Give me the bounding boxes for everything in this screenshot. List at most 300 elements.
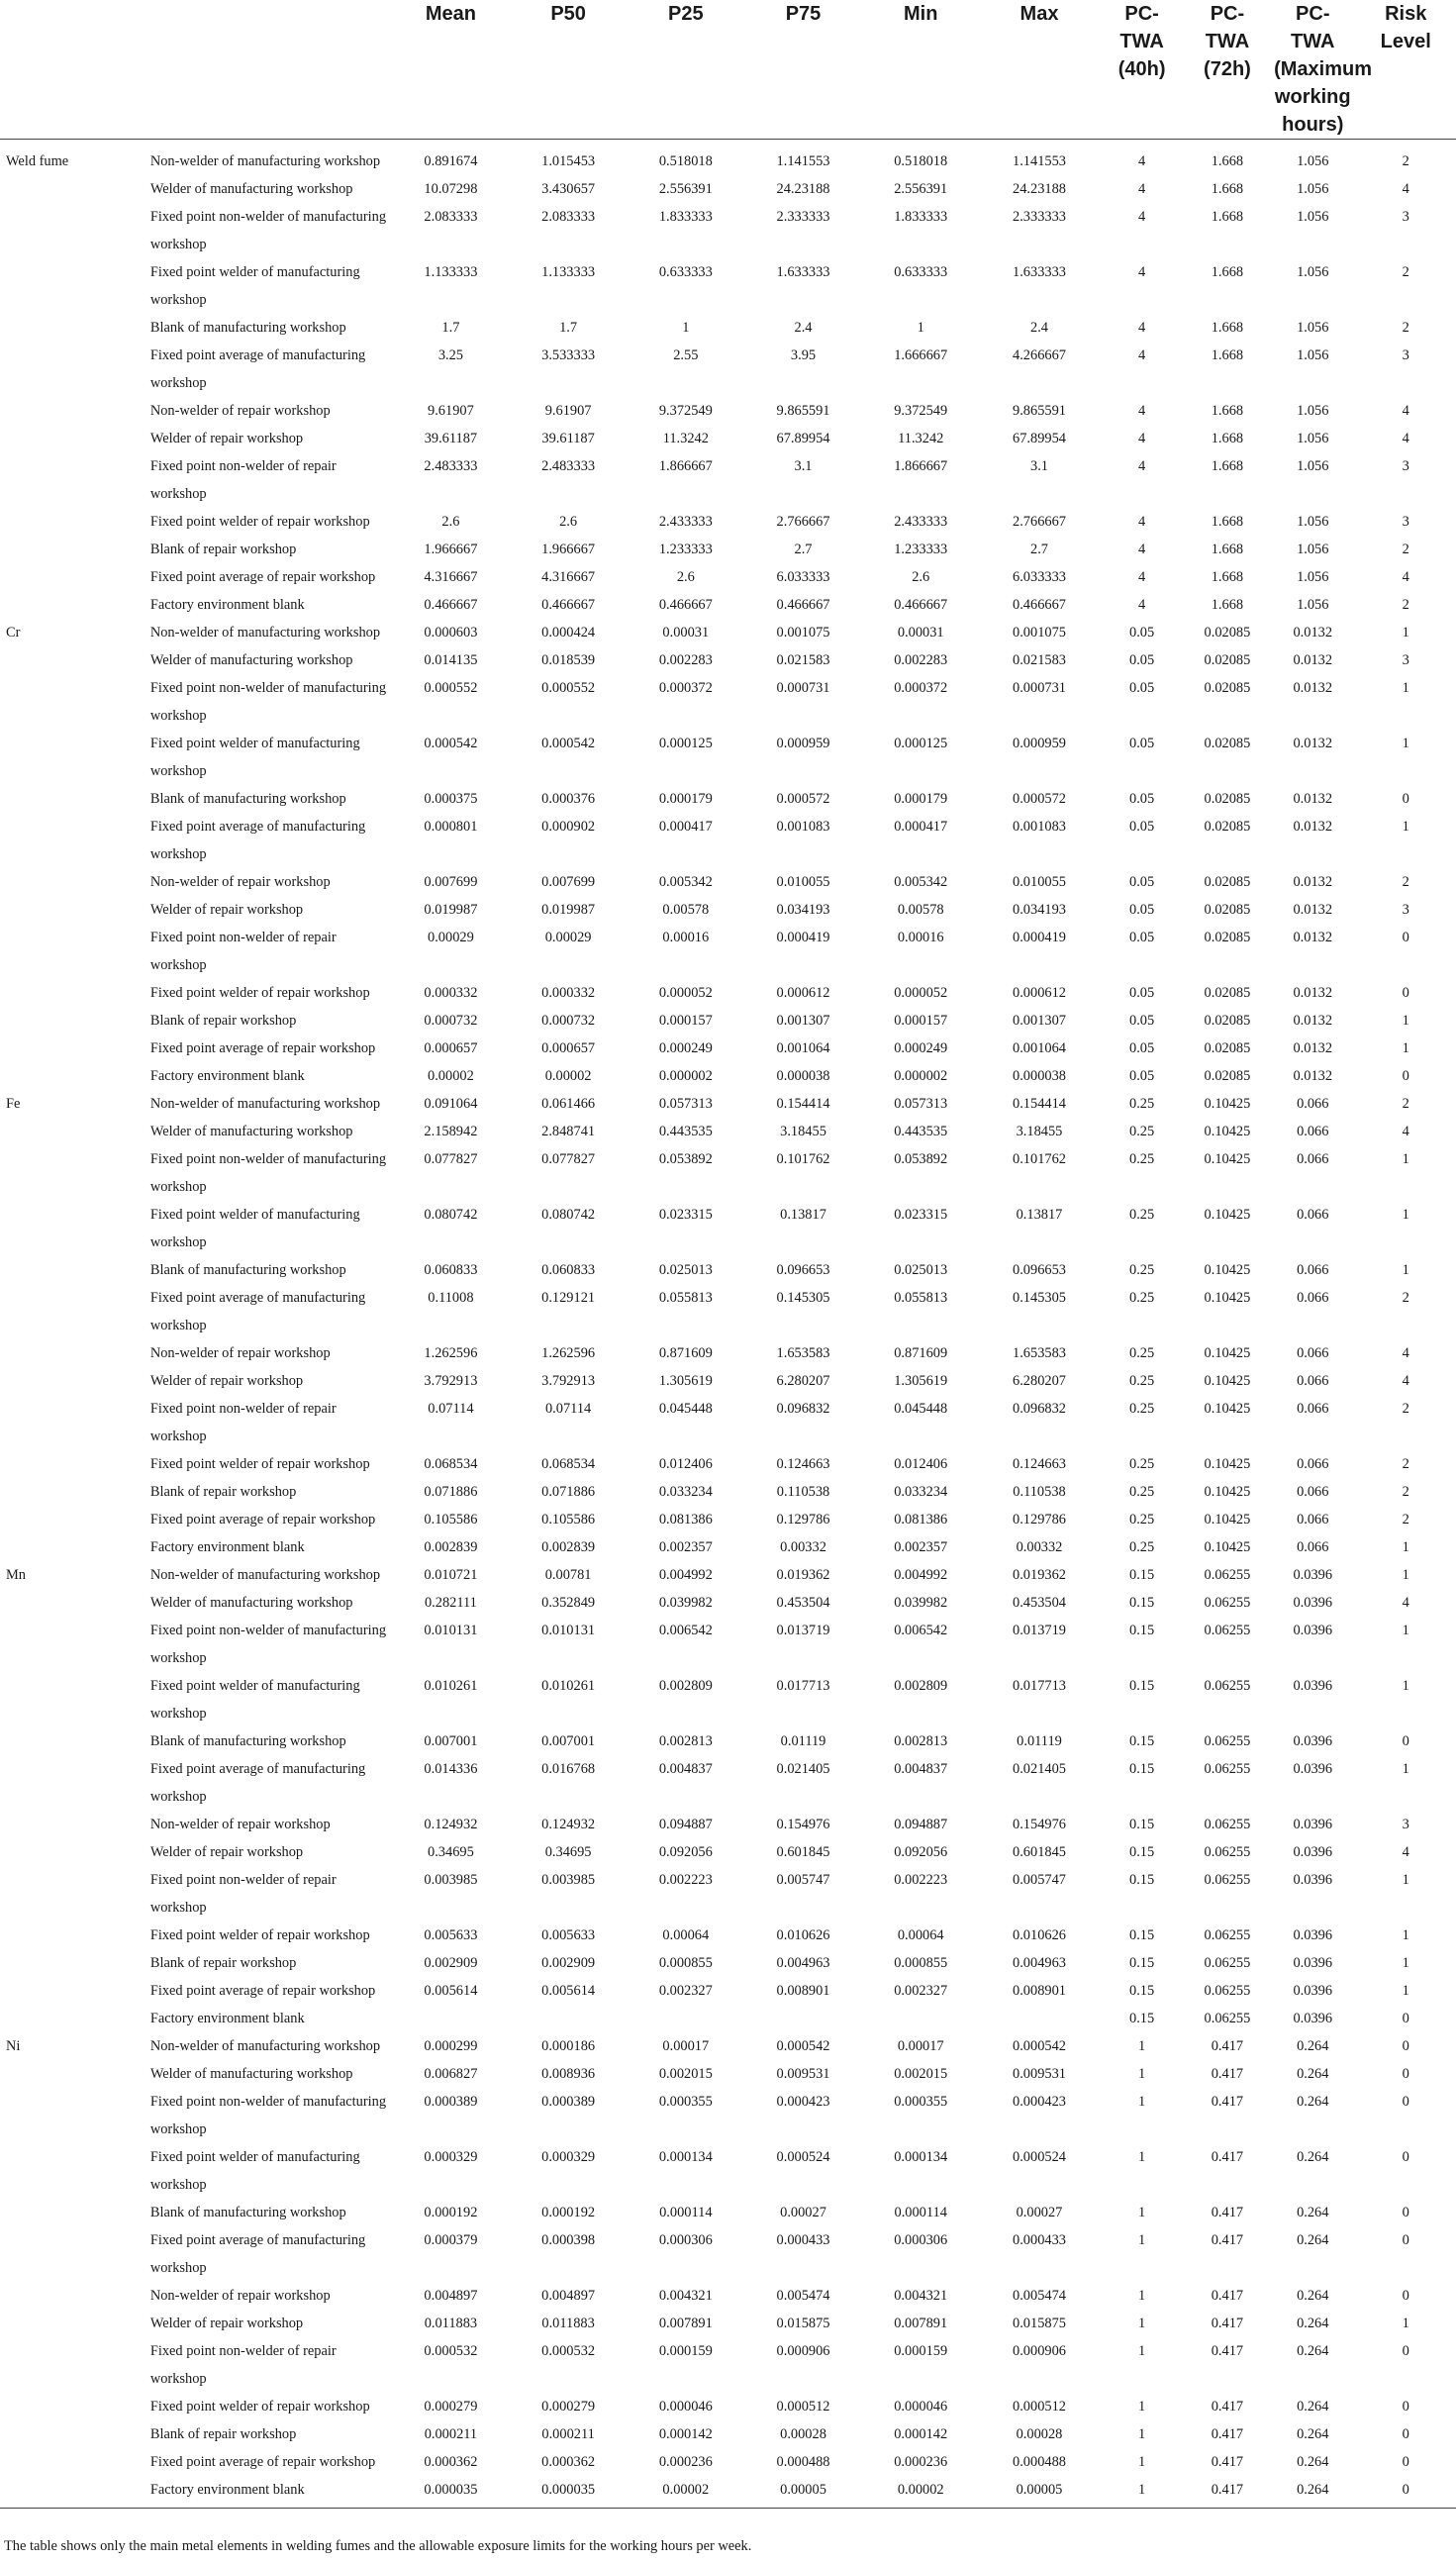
cell-mean: 9.61907 bbox=[428, 403, 474, 419]
cell-min: 0.023315 bbox=[894, 1207, 948, 1223]
cell-risk-level: 3 bbox=[1402, 458, 1409, 474]
cell-pctwa-max-hours: 0.0396 bbox=[1293, 1817, 1333, 1832]
cell-pctwa-40h: 1 bbox=[1138, 2316, 1146, 2331]
cell-p75: 6.280207 bbox=[776, 1373, 830, 1389]
cell-pctwa-max-hours: 0.264 bbox=[1297, 2343, 1329, 2359]
cell-max: 0.129786 bbox=[1013, 1512, 1066, 1528]
cell-pctwa-40h: 1 bbox=[1138, 2426, 1146, 2442]
cell-mean: 0.014336 bbox=[424, 1761, 478, 1777]
cell-p75: 2.333333 bbox=[776, 209, 830, 225]
cell-pctwa-40h: 0.25 bbox=[1129, 1401, 1155, 1417]
cell-min: 11.3242 bbox=[898, 431, 944, 446]
cell-risk-level: 3 bbox=[1402, 514, 1409, 530]
cell-max: 0.13817 bbox=[1016, 1207, 1063, 1223]
cell-min: 0.005342 bbox=[894, 874, 948, 890]
cell-pctwa-72h: 1.668 bbox=[1211, 153, 1244, 169]
cell-p50: 0.071886 bbox=[541, 1484, 596, 1500]
cell-p25: 0.000002 bbox=[658, 1068, 713, 1084]
cell-p25: 2.6 bbox=[676, 569, 695, 585]
cell-pctwa-72h: 1.668 bbox=[1211, 431, 1244, 446]
cell-min: 0.002223 bbox=[894, 1872, 948, 1888]
cell-p75: 0.021405 bbox=[776, 1761, 830, 1777]
cell-group: Non-welder of manufacturing workshop bbox=[149, 1096, 381, 1112]
cell-pctwa-40h: 4 bbox=[1138, 347, 1146, 363]
cell-p50: 0.000552 bbox=[541, 680, 596, 696]
agent-cell-empty bbox=[0, 2282, 146, 2310]
cell-risk-level: 4 bbox=[1402, 403, 1409, 419]
cell-group: Fixed point non-welder of repair workshop bbox=[149, 1401, 337, 1444]
cell-pctwa-max-hours: 0.264 bbox=[1270, 2476, 1355, 2509]
cell-mean: 0.105586 bbox=[424, 1512, 478, 1528]
cell-pctwa-max-hours: 1.056 bbox=[1297, 431, 1329, 446]
cell-pctwa-max-hours: 1.056 bbox=[1297, 569, 1329, 585]
cell-pctwa-72h: 0.10425 bbox=[1204, 1345, 1251, 1361]
header-min: Min bbox=[862, 0, 980, 140]
cell-min: 0.004321 bbox=[894, 2288, 948, 2304]
cell-p75: 0.000419 bbox=[776, 930, 830, 945]
cell-p75: 2.766667 bbox=[776, 514, 830, 530]
cell-pctwa-max-hours: 0.264 bbox=[1297, 2232, 1329, 2248]
cell-mean: 0.005633 bbox=[424, 1927, 478, 1943]
table-row bbox=[0, 425, 1456, 452]
cell-pctwa-40h: 0.25 bbox=[1129, 1345, 1155, 1361]
cell-p25: 0.057313 bbox=[658, 1096, 713, 1112]
cell-pctwa-max-hours: 0.0132 bbox=[1293, 791, 1333, 807]
cell-group: Fixed point average of manufacturing workshop bbox=[149, 2232, 366, 2276]
cell-p50: 0.004897 bbox=[541, 2288, 596, 2304]
cell-risk-level: 2 bbox=[1402, 1456, 1409, 1472]
cell-risk-level: 4 bbox=[1402, 1844, 1409, 1860]
table-row bbox=[0, 1478, 1456, 1506]
cell-pctwa-40h: 0.05 bbox=[1129, 1013, 1155, 1029]
cell-mean: 3.25 bbox=[437, 347, 463, 363]
cell-max: 0.001307 bbox=[1013, 1013, 1066, 1029]
agent-cell-empty bbox=[0, 813, 146, 868]
cell-pctwa-72h: 1.668 bbox=[1211, 458, 1244, 474]
cell-max: 0.00332 bbox=[1016, 1539, 1063, 1555]
table-row bbox=[0, 1561, 1456, 1589]
cell-mean: 0.000332 bbox=[424, 985, 478, 1001]
cell-p75: 0.001064 bbox=[776, 1040, 830, 1056]
cell-group: Fixed point non-welder of manufacturing workshop bbox=[149, 680, 387, 724]
cell-p50: 9.61907 bbox=[544, 403, 592, 419]
cell-group: Fixed point welder of manufacturing workshop bbox=[149, 264, 360, 308]
cell-p25: 0.00578 bbox=[662, 902, 710, 918]
cell-risk-level: 3 bbox=[1402, 902, 1409, 918]
cell-p25: 0.053892 bbox=[658, 1151, 713, 1167]
table-row bbox=[0, 1672, 1456, 1727]
cell-p50: 0.003985 bbox=[541, 1872, 596, 1888]
cell-p25: 0.000417 bbox=[658, 819, 713, 835]
cell-max: 6.280207 bbox=[1013, 1373, 1066, 1389]
table-row bbox=[0, 258, 1456, 314]
cell-min: 0.000114 bbox=[894, 2205, 947, 2220]
cell-mean: 0.000732 bbox=[424, 1013, 478, 1029]
cell-group: Welder of repair workshop bbox=[149, 431, 304, 446]
table-row bbox=[0, 1145, 1456, 1201]
cell-pctwa-max-hours: 1.056 bbox=[1297, 320, 1329, 336]
cell-p75: 0.154414 bbox=[776, 1096, 830, 1112]
table-row bbox=[0, 1256, 1456, 1284]
cell-risk-level: 1 bbox=[1402, 819, 1409, 835]
cell-mean: 0.080742 bbox=[424, 1207, 478, 1223]
cell-min: 0.000159 bbox=[894, 2343, 948, 2359]
cell-pctwa-72h: 0.10425 bbox=[1204, 1151, 1251, 1167]
cell-mean: 2.158942 bbox=[424, 1124, 478, 1139]
cell-pctwa-max-hours: 1.056 bbox=[1297, 514, 1329, 530]
cell-min: 1.833333 bbox=[894, 209, 948, 225]
cell-p75: 0.145305 bbox=[776, 1290, 830, 1306]
cell-group: Non-welder of manufacturing workshop bbox=[149, 153, 381, 169]
cell-p25: 0.012406 bbox=[658, 1456, 713, 1472]
agent-cell-empty bbox=[0, 258, 146, 314]
cell-risk-level: 4 bbox=[1402, 1124, 1409, 1139]
cell-risk-level: 0 bbox=[1402, 2426, 1409, 2442]
agent-cell-empty bbox=[0, 1672, 146, 1727]
agent-cell-empty bbox=[0, 1589, 146, 1617]
cell-p25: 0.005342 bbox=[658, 874, 713, 890]
agent-cell-empty bbox=[0, 2448, 146, 2476]
cell-group: Fixed point non-welder of manufacturing workshop bbox=[149, 1151, 387, 1195]
cell-p25: 0.033234 bbox=[658, 1484, 713, 1500]
cell-p50: 2.6 bbox=[559, 514, 578, 530]
cell-risk-level: 1 bbox=[1402, 1040, 1409, 1056]
cell-mean: 0.000532 bbox=[424, 2343, 478, 2359]
cell-p75: 0.096653 bbox=[776, 1262, 830, 1278]
cell-max: 0.010626 bbox=[1013, 1927, 1066, 1943]
cell-mean: 0.00029 bbox=[428, 930, 474, 945]
agent-cell-empty bbox=[0, 1201, 146, 1256]
table-row bbox=[0, 1811, 1456, 1838]
cell-min: 0.081386 bbox=[894, 1512, 948, 1528]
cell-pctwa-40h: 4 bbox=[1138, 458, 1146, 474]
cell-max: 3.1 bbox=[1030, 458, 1048, 474]
cell-p25: 0.000179 bbox=[658, 791, 713, 807]
cell-p75: 0.017713 bbox=[776, 1678, 830, 1694]
agent-cell-empty bbox=[0, 2060, 146, 2088]
cell-min: 2.433333 bbox=[894, 514, 948, 530]
cell-risk-level: 2 bbox=[1402, 597, 1409, 613]
cell-min: 0.025013 bbox=[894, 1262, 948, 1278]
cell-pctwa-40h: 0.05 bbox=[1129, 930, 1155, 945]
cell-group: Welder of repair workshop bbox=[149, 902, 304, 918]
table-row bbox=[0, 175, 1456, 203]
cell-mean: 0.006827 bbox=[424, 2066, 478, 2082]
cell-p75: 0.000731 bbox=[776, 680, 830, 696]
table-row bbox=[0, 1838, 1456, 1866]
table-row bbox=[0, 1755, 1456, 1811]
table-row bbox=[0, 1589, 1456, 1617]
cell-risk-level: 0 bbox=[1402, 2454, 1409, 2470]
cell-p50: 0.00781 bbox=[544, 1567, 592, 1583]
cell-mean: 0.000362 bbox=[424, 2454, 478, 2470]
cell-p50: 1.966667 bbox=[541, 542, 596, 557]
cell-max: 2.333333 bbox=[1013, 209, 1066, 225]
cell-mean: 0.068534 bbox=[424, 1456, 478, 1472]
cell-p25: 1 bbox=[682, 320, 690, 336]
cell-pctwa-72h: 0.10425 bbox=[1204, 1124, 1251, 1139]
cell-group: Blank of manufacturing workshop bbox=[149, 1262, 346, 1278]
cell-p25: 0.871609 bbox=[658, 1345, 713, 1361]
cell-p50: 0.008936 bbox=[541, 2066, 596, 2082]
cell-risk-level: 3 bbox=[1402, 347, 1409, 363]
cell-p50: 0.068534 bbox=[541, 1456, 596, 1472]
table-row bbox=[0, 140, 1456, 176]
cell-max: 0.01119 bbox=[1017, 1733, 1062, 1749]
cell-min: 0.004837 bbox=[894, 1761, 948, 1777]
cell-max: 1.141553 bbox=[1013, 153, 1066, 169]
cell-pctwa-max-hours: 0.0132 bbox=[1293, 1068, 1333, 1084]
agent-label: Cr bbox=[6, 625, 21, 641]
cell-pctwa-40h: 0.05 bbox=[1129, 819, 1155, 835]
cell-pctwa-max-hours: 0.066 bbox=[1297, 1124, 1329, 1139]
cell-mean: 0.000192 bbox=[424, 2205, 478, 2220]
cell-min: 0.000134 bbox=[894, 2149, 948, 2165]
cell-p25: 0.00016 bbox=[662, 930, 710, 945]
cell-p50: 0.000362 bbox=[541, 2454, 596, 2470]
cell-pctwa-40h: 4 bbox=[1138, 514, 1146, 530]
header-p50: P50 bbox=[510, 0, 628, 140]
agent-cell-empty bbox=[0, 1035, 146, 1062]
cell-pctwa-max-hours: 0.0132 bbox=[1293, 625, 1333, 641]
agent-cell-empty bbox=[0, 1007, 146, 1035]
cell-p50: 0.129121 bbox=[541, 1290, 596, 1306]
cell-p25: 2.55 bbox=[673, 347, 699, 363]
cell-pctwa-max-hours: 0.264 bbox=[1297, 2288, 1329, 2304]
cell-group: Fixed point welder of repair workshop bbox=[149, 514, 370, 530]
table-row bbox=[0, 674, 1456, 730]
cell-p75: 3.1 bbox=[794, 458, 813, 474]
cell-pctwa-72h: 0.10425 bbox=[1204, 1401, 1251, 1417]
cell-mean: 0.007699 bbox=[424, 874, 478, 890]
cell-min: 0.002283 bbox=[894, 652, 948, 668]
cell-group: Factory environment blank bbox=[149, 597, 305, 613]
table-row bbox=[0, 1035, 1456, 1062]
cell-p50: 0.00029 bbox=[544, 930, 592, 945]
cell-p75: 0.110538 bbox=[776, 1484, 830, 1500]
cell-min: 0.000125 bbox=[894, 736, 948, 751]
header-group bbox=[146, 0, 392, 140]
cell-risk-level: 4 bbox=[1402, 181, 1409, 197]
cell-p75: 0.00028 bbox=[780, 2426, 826, 2442]
cell-group: Fixed point welder of repair workshop bbox=[149, 2399, 370, 2415]
cell-p75: 1.141553 bbox=[776, 153, 830, 169]
table-row bbox=[0, 924, 1456, 979]
cell-p25: 0.002357 bbox=[658, 1539, 713, 1555]
cell-p50: 2.483333 bbox=[541, 458, 596, 474]
cell-p25: 0.006542 bbox=[658, 1623, 713, 1638]
cell-p25: 0.000249 bbox=[658, 1040, 713, 1056]
table-row bbox=[0, 868, 1456, 896]
cell-max: 0.00028 bbox=[1016, 2426, 1063, 2442]
cell-pctwa-72h: 0.06255 bbox=[1204, 1761, 1251, 1777]
cell-p50: 0.011883 bbox=[541, 2316, 595, 2331]
cell-max: 0.005747 bbox=[1013, 1872, 1066, 1888]
cell-p75: 9.865591 bbox=[776, 403, 830, 419]
cell-risk-level: 0 bbox=[1402, 2094, 1409, 2110]
cell-p50: 0.124932 bbox=[541, 1817, 596, 1832]
cell-pctwa-40h: 1 bbox=[1138, 2066, 1146, 2082]
cell-group: Fixed point average of repair workshop bbox=[149, 2454, 376, 2470]
cell-mean: 1.966667 bbox=[424, 542, 478, 557]
agent-cell-empty bbox=[0, 2143, 146, 2199]
cell-p25: 0.002283 bbox=[658, 652, 713, 668]
cell-pctwa-40h: 0.05 bbox=[1129, 791, 1155, 807]
cell-p75: 0.000959 bbox=[776, 736, 830, 751]
cell-mean: 0.000299 bbox=[424, 2038, 478, 2054]
cell-risk-level: 1 bbox=[1402, 1761, 1409, 1777]
cell-p75: 2.7 bbox=[794, 542, 813, 557]
cell-pctwa-72h: 1.668 bbox=[1211, 209, 1244, 225]
cell-p25: 9.372549 bbox=[658, 403, 713, 419]
cell-max: 0.124663 bbox=[1013, 1456, 1066, 1472]
table-row bbox=[0, 1866, 1456, 1922]
cell-min: 0.000249 bbox=[894, 1040, 948, 1056]
cell-pctwa-max-hours: 0.0396 bbox=[1293, 1595, 1333, 1611]
cell-p25: 0.004321 bbox=[658, 2288, 713, 2304]
cell-pctwa-72h: 0.02085 bbox=[1204, 874, 1251, 890]
cell-pctwa-72h: 0.417 bbox=[1211, 2232, 1244, 2248]
cell-pctwa-72h: 0.02085 bbox=[1204, 930, 1251, 945]
cell-mean bbox=[392, 2005, 510, 2032]
cell-pctwa-40h: 1 bbox=[1099, 2476, 1184, 2509]
cell-risk-level: 1 bbox=[1402, 1983, 1409, 1999]
cell-min: 0.466667 bbox=[894, 597, 948, 613]
cell-risk-level: 0 bbox=[1402, 2066, 1409, 2082]
cell-p25: 2.433333 bbox=[658, 514, 713, 530]
cell-p75: 0.000512 bbox=[776, 2399, 830, 2415]
cell-group: Fixed point non-welder of manufacturing workshop bbox=[149, 1623, 387, 1666]
cell-pctwa-max-hours: 1.056 bbox=[1297, 209, 1329, 225]
cell-risk-level: 1 bbox=[1402, 1013, 1409, 1029]
cell-pctwa-40h: 0.15 bbox=[1129, 1872, 1155, 1888]
cell-pctwa-72h: 0.06255 bbox=[1204, 1955, 1251, 1971]
agent-cell-empty bbox=[0, 397, 146, 425]
cell-p25: 0.00064 bbox=[662, 1927, 710, 1943]
cell-max: 0.154976 bbox=[1013, 1817, 1066, 1832]
cell-p75: 0.005474 bbox=[776, 2288, 830, 2304]
cell-mean: 0.124932 bbox=[424, 1817, 478, 1832]
cell-pctwa-max-hours: 1.056 bbox=[1297, 542, 1329, 557]
cell-mean: 2.483333 bbox=[424, 458, 478, 474]
table-row bbox=[0, 785, 1456, 813]
cell-mean: 1.133333 bbox=[424, 264, 478, 280]
cell-mean: 0.002839 bbox=[424, 1539, 478, 1555]
cell-min: 0.002813 bbox=[894, 1733, 948, 1749]
cell-mean: 0.000211 bbox=[424, 2426, 478, 2442]
table-row bbox=[0, 1450, 1456, 1478]
cell-max: 0.466667 bbox=[1013, 597, 1066, 613]
cell-p50: 0.016768 bbox=[541, 1761, 596, 1777]
cell-max: 0.453504 bbox=[1013, 1595, 1066, 1611]
cell-max: 2.766667 bbox=[1013, 514, 1066, 530]
cell-pctwa-max-hours: 0.264 bbox=[1297, 2399, 1329, 2415]
agent-cell-empty bbox=[0, 1284, 146, 1339]
cell-risk-level: 2 bbox=[1402, 1290, 1409, 1306]
cell-group: Non-welder of manufacturing workshop bbox=[149, 2038, 381, 2054]
cell-group: Welder of repair workshop bbox=[149, 2316, 304, 2331]
cell-pctwa-40h: 1 bbox=[1138, 2232, 1146, 2248]
cell-max: 0.000524 bbox=[1013, 2149, 1066, 2165]
cell-pctwa-max-hours: 0.0396 bbox=[1293, 1927, 1333, 1943]
cell-min: 0.006542 bbox=[894, 1623, 948, 1638]
cell-p25: 0.039982 bbox=[658, 1595, 713, 1611]
cell-pctwa-40h: 0.15 bbox=[1129, 1678, 1155, 1694]
cell-p75: 0.154976 bbox=[776, 1817, 830, 1832]
cell-p50: 0.007699 bbox=[541, 874, 596, 890]
cell-mean: 0.000329 bbox=[424, 2149, 478, 2165]
cell-pctwa-40h: 4 bbox=[1138, 403, 1146, 419]
cell-mean: 0.003985 bbox=[424, 1872, 478, 1888]
cell-mean: 1.262596 bbox=[424, 1345, 478, 1361]
cell-min: 0.000052 bbox=[894, 985, 948, 1001]
cell-risk-level: 2 bbox=[1402, 1401, 1409, 1417]
cell-pctwa-40h: 4 bbox=[1138, 597, 1146, 613]
agent-cell-empty bbox=[0, 203, 146, 258]
cell-min: 0.002809 bbox=[894, 1678, 948, 1694]
cell-pctwa-72h: 0.417 bbox=[1211, 2288, 1244, 2304]
cell-max: 0.034193 bbox=[1013, 902, 1066, 918]
cell-min: 0.443535 bbox=[894, 1124, 948, 1139]
agent-cell-empty bbox=[0, 2337, 146, 2393]
cell-p50: 0.000329 bbox=[541, 2149, 596, 2165]
cell-mean: 0.000603 bbox=[424, 625, 478, 641]
table-row bbox=[0, 2005, 1456, 2032]
cell-pctwa-max-hours: 0.264 bbox=[1297, 2094, 1329, 2110]
cell-p25: 0.00031 bbox=[662, 625, 710, 641]
cell-mean: 0.011883 bbox=[424, 2316, 478, 2331]
agent-cell-empty bbox=[0, 1367, 146, 1395]
cell-p50: 0.019987 bbox=[541, 902, 596, 918]
cell-p25: 0.00002 bbox=[627, 2476, 744, 2509]
cell-min: 0.007891 bbox=[894, 2316, 948, 2331]
cell-p75: 0.000572 bbox=[776, 791, 830, 807]
cell-p25: 0.002809 bbox=[658, 1678, 713, 1694]
cell-mean: 0.000542 bbox=[424, 736, 478, 751]
table-row bbox=[0, 508, 1456, 536]
cell-pctwa-max-hours: 0.0132 bbox=[1293, 736, 1333, 751]
cell-pctwa-max-hours: 0.0396 bbox=[1293, 1733, 1333, 1749]
cell-min: 9.372549 bbox=[894, 403, 948, 419]
cell-pctwa-max-hours: 0.264 bbox=[1297, 2426, 1329, 2442]
cell-risk-level: 0 bbox=[1355, 2476, 1456, 2509]
cell-pctwa-72h: 0.06255 bbox=[1204, 1595, 1251, 1611]
cell-pctwa-40h: 0.25 bbox=[1129, 1151, 1155, 1167]
cell-p50: 0.000732 bbox=[541, 1013, 596, 1029]
cell-max: 3.18455 bbox=[1016, 1124, 1063, 1139]
cell-p75: 0.000433 bbox=[776, 2232, 830, 2248]
table-row bbox=[0, 2337, 1456, 2393]
agent-cell-empty bbox=[0, 1506, 146, 1533]
cell-pctwa-max-hours: 0.0132 bbox=[1293, 1013, 1333, 1029]
cell-pctwa-40h: 0.15 bbox=[1129, 1733, 1155, 1749]
cell-pctwa-40h: 0.25 bbox=[1129, 1207, 1155, 1223]
cell-mean: 0.004897 bbox=[424, 2288, 478, 2304]
agent-cell-empty bbox=[0, 1478, 146, 1506]
agent-cell-empty bbox=[0, 1256, 146, 1284]
cell-pctwa-40h: 0.05 bbox=[1129, 874, 1155, 890]
cell-pctwa-40h: 4 bbox=[1138, 431, 1146, 446]
agent-cell-empty bbox=[0, 1922, 146, 1949]
cell-group: Blank of repair workshop bbox=[149, 542, 297, 557]
table-row bbox=[0, 1977, 1456, 2005]
cell-pctwa-40h: 4 bbox=[1138, 264, 1146, 280]
table-row bbox=[0, 1090, 1456, 1118]
cell-pctwa-72h: 0.02085 bbox=[1204, 1013, 1251, 1029]
cell-pctwa-72h: 0.02085 bbox=[1204, 652, 1251, 668]
cell-pctwa-40h: 0.25 bbox=[1129, 1512, 1155, 1528]
cell-p50: 0.000902 bbox=[541, 819, 596, 835]
